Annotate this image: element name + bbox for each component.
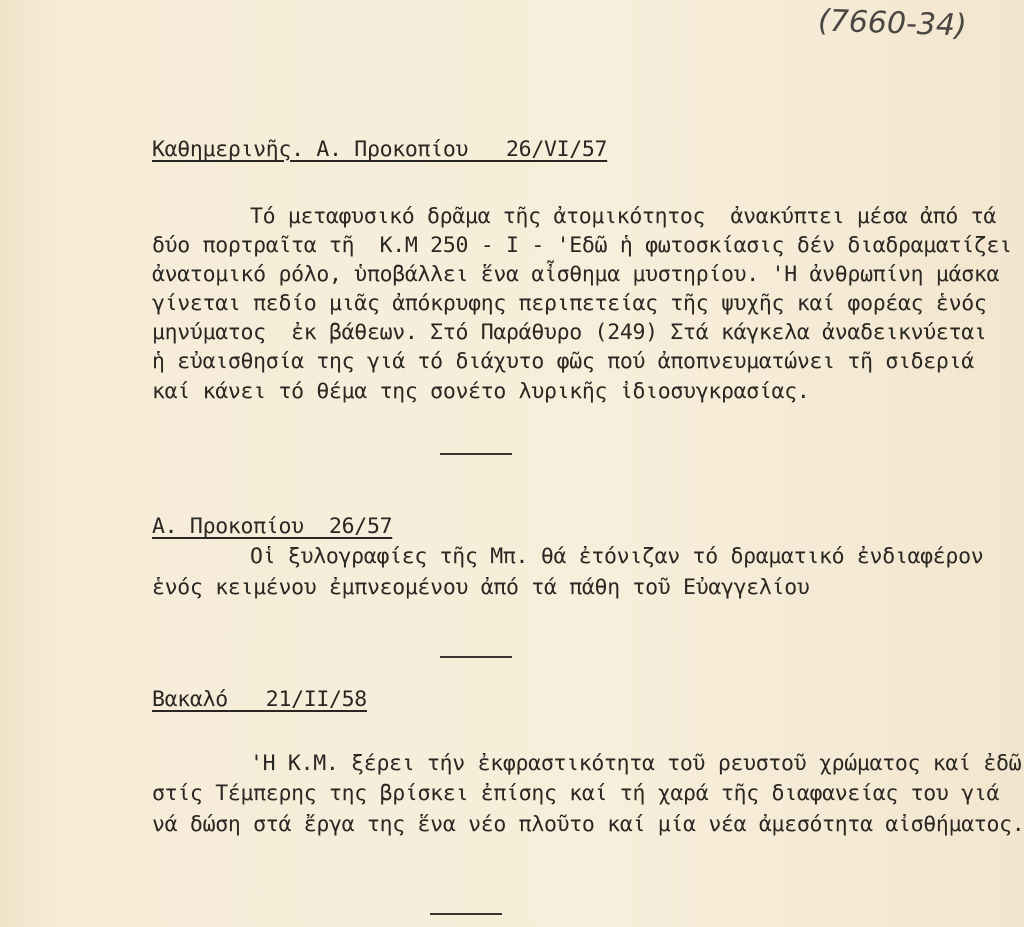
text-line: νά δώση στά ἔργα της ἕνα νέο πλοῦτο καί μία νέα ἀμεσότητα αἰσθήματος. [152, 812, 1024, 837]
text-line: καί κάνει τό θέμα της σονέτο λυρικῆς ἰδιοσυγκρασίας. [152, 379, 810, 404]
text-line: ἡ εὐαισθησία της γιά τό διάχυτο φῶς πού ἀποπνευματώνει τῆ σιδεριά [152, 349, 974, 374]
text-line: 'Η Κ.Μ. ξέρει τήν ἐκφραστικότητα τοῦ ρευστοῦ χρώματος καί ἐδῶ [250, 751, 1022, 776]
section-heading: Βακαλό 21/ΙΙ/58 [152, 687, 367, 712]
text-line: Οἱ ξυλογραφίες τῆς Μπ. θά ἐτόνιζαν τό δραματικό ἐνδιαφέρον [250, 544, 984, 569]
text-line: στίς Τέμπερης της βρίσκει ἐπίσης καί τή χαρά τῆς διαφανείας του γιά [152, 781, 1000, 806]
text-line: ἀνατομικό ρόλο, ὑποβάλλει ἕνα αἶσθημα μυστηρίου. 'Η ἀνθρωπίνη μάσκα [152, 262, 1000, 287]
separator [440, 656, 512, 658]
text-line: ἑνός κειμένου ἐμπνεομένου ἀπό τά πάθη τοῦ Εὐαγγελίου [152, 575, 810, 600]
separator [430, 913, 502, 915]
text-line: δύο πορτραῖτα τῆ Κ.Μ 250 - Ι - 'Εδῶ ἡ φωτοσκίασις δέν διαδραματίζει [152, 233, 1012, 258]
text-line: μηνύματος ἐκ βάθεων. Στό Παράθυρο (249) Στά κάγκελα ἀναδεικνύεται [152, 320, 987, 345]
archive-note: (7660-34) [817, 3, 968, 44]
section-heading: Α. Προκοπίου 26/57 [152, 514, 393, 539]
text-line: Τό μεταφυσικό δρᾶμα τῆς ἀτομικότητος ἀνακύπτει μέσα ἀπό τά [250, 204, 997, 229]
section-heading: Καθημερινῆς. Α. Προκοπίου 26/VI/57 [152, 137, 608, 162]
text-line: γίνεται πεδίο μιᾶς ἀπόκρυφης περιπετείας τῆς ψυχῆς καί φορέας ἑνός [152, 291, 987, 316]
separator [440, 453, 512, 455]
